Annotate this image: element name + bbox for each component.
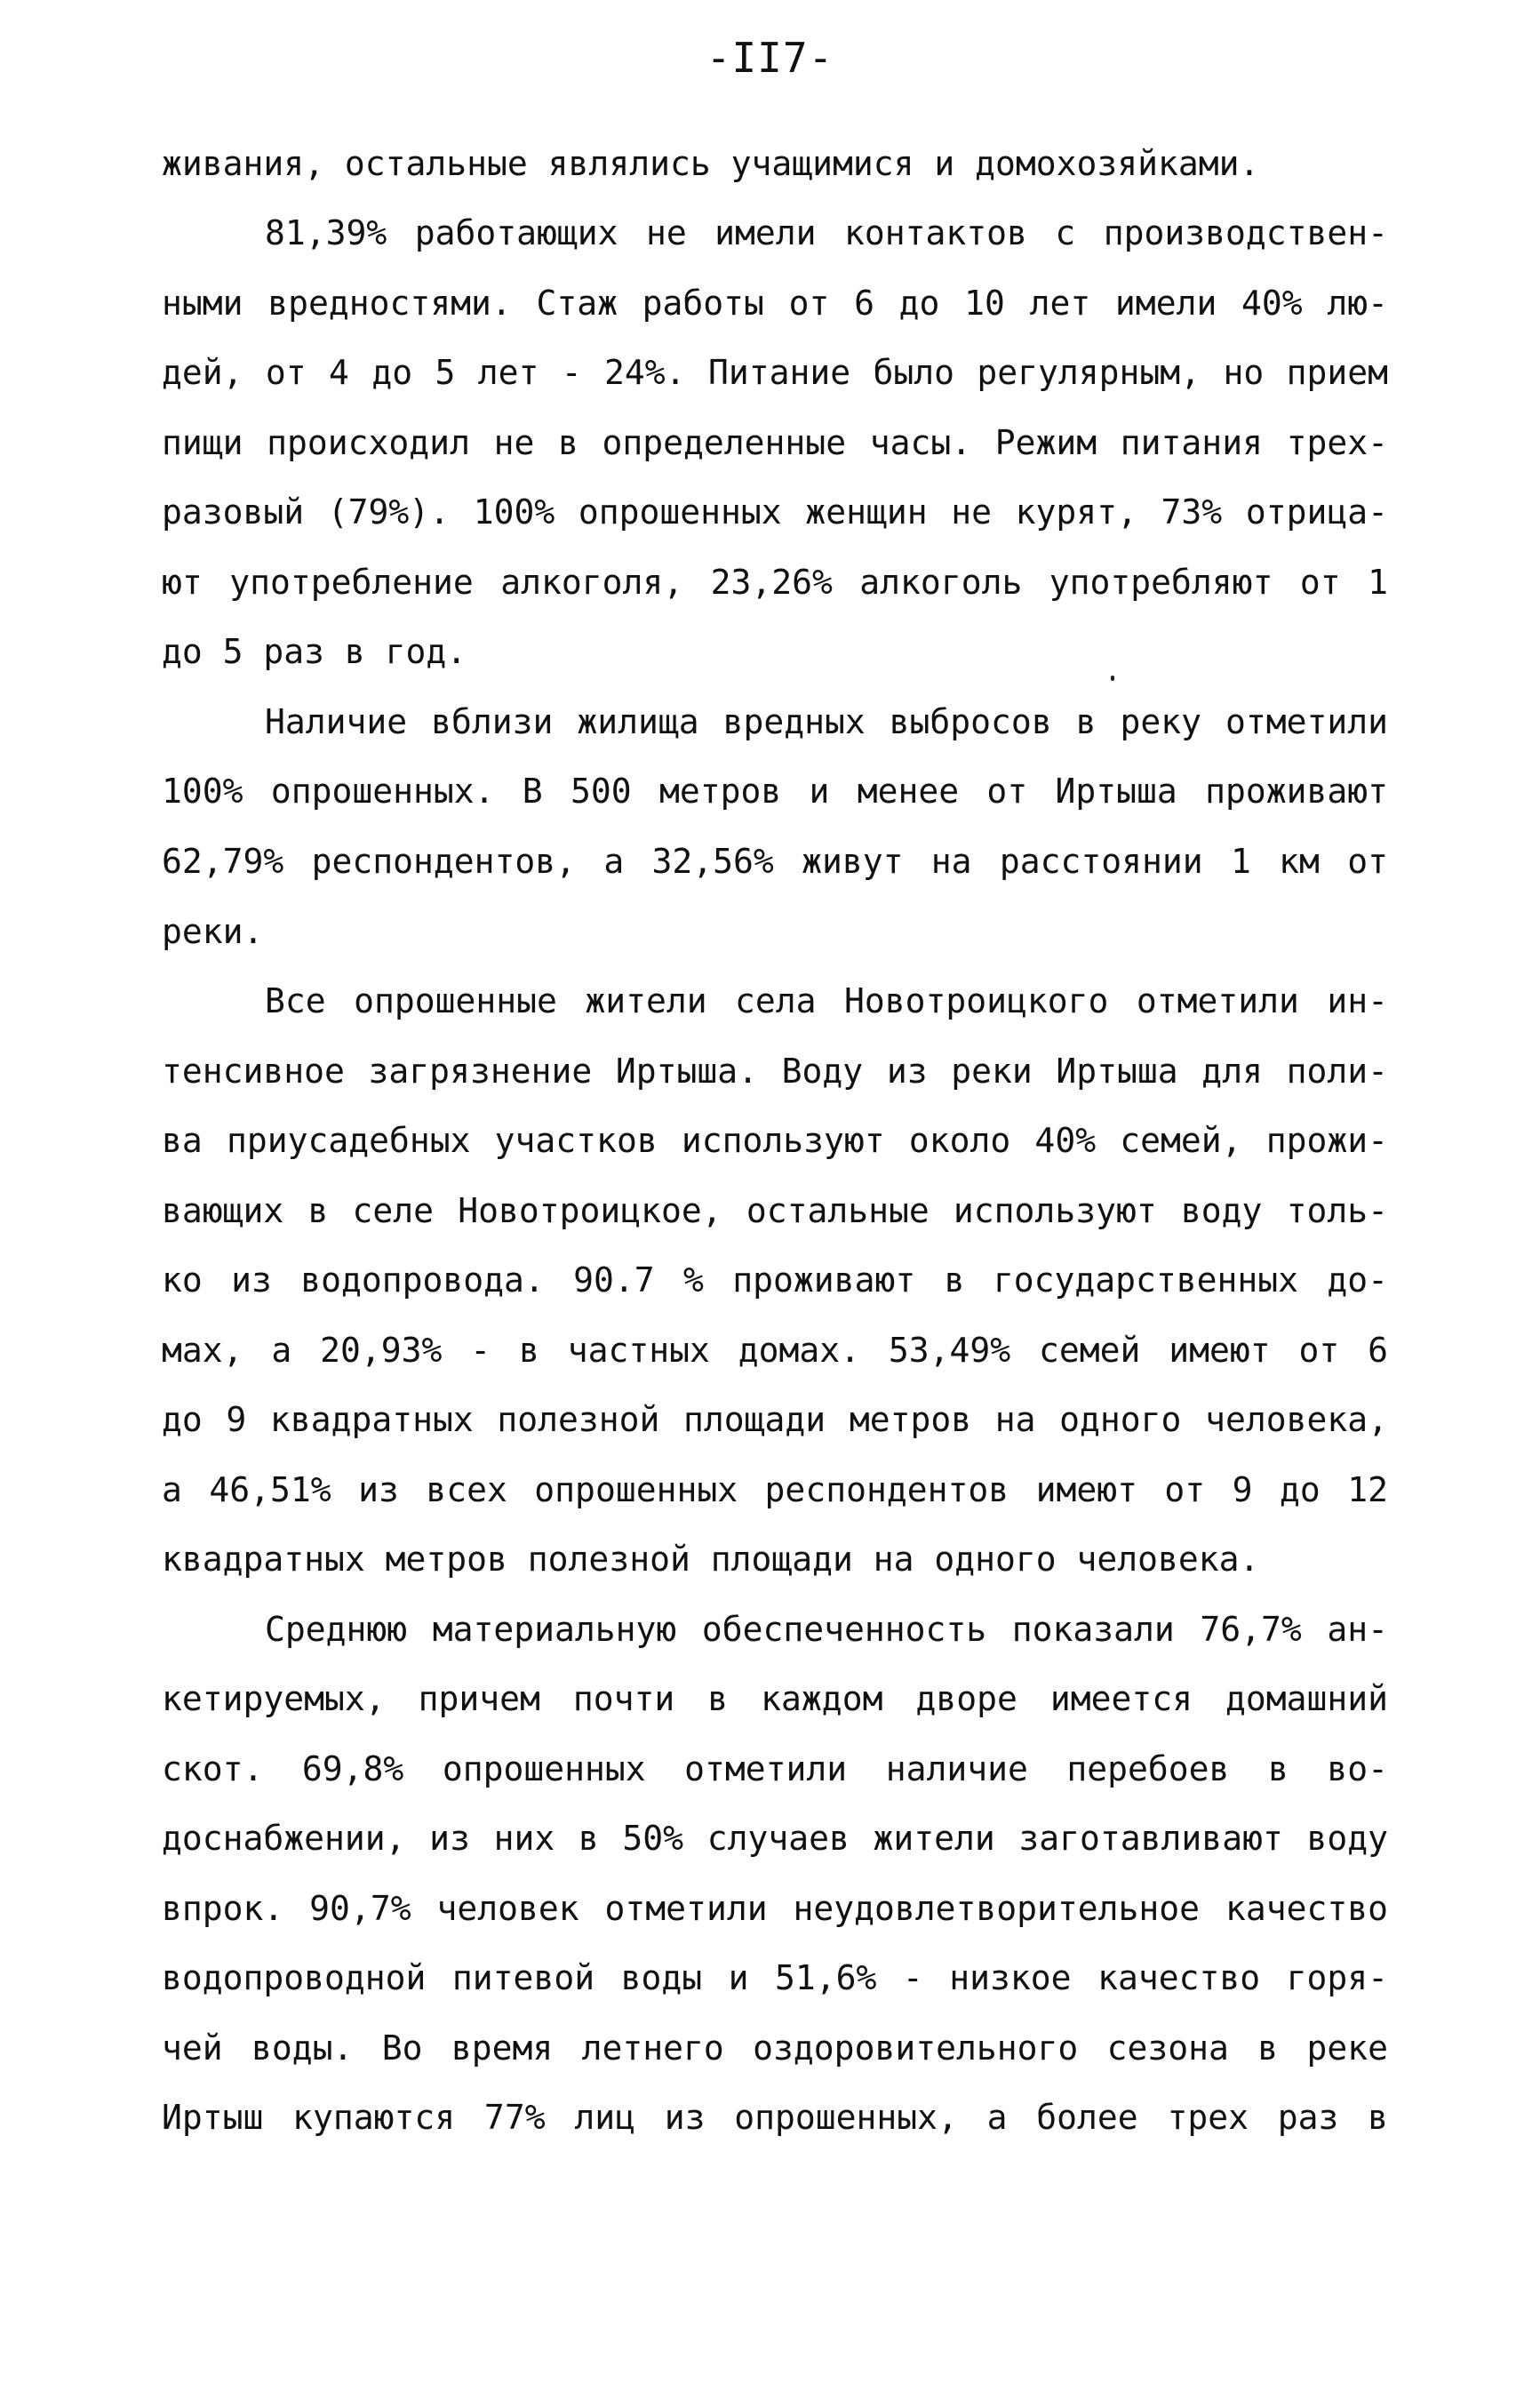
text-line: 62,79% респондентов, а 32,56% живут на расстоянии 1 км от <box>162 842 1388 881</box>
text-line: кетируемых, причем почти в каждом дворе имеется домашний <box>162 1679 1388 1718</box>
text-line: ют употребление алкоголя, 23,26% алкоголь употребляют от 1 <box>162 563 1388 602</box>
text-line: ными вредностями. Стаж работы от 6 до 10 лет имели 40% лю- <box>162 284 1388 323</box>
text-line: живания, остальные являлись учащимися и домохозяйками. <box>162 144 1260 183</box>
text-line: мах, а 20,93% - в частных домах. 53,49% семей имеют от 6 <box>162 1331 1388 1370</box>
text-line: реки. <box>162 912 264 951</box>
text-line: ва приусадебных участков используют около 40% семей, прожи- <box>162 1121 1388 1160</box>
page-number: -II7- <box>706 34 834 82</box>
text-line: квадратных метров полезной площади на одного человека. <box>162 1540 1260 1579</box>
text-line: вающих в селе Новотроицкое, остальные используют воду толь- <box>162 1191 1388 1230</box>
text-line: чей воды. Во время летнего оздоровительного сезона в реке <box>162 2028 1388 2068</box>
text-line: впрок. 90,7% человек отметили неудовлетворительное качество <box>162 1889 1388 1928</box>
text-line: разовый (79%). 100% опрошенных женщин не курят, 73% отрица- <box>162 492 1388 532</box>
text-line: Иртыш купаются 77% лиц из опрошенных, а более трех раз в <box>162 2098 1388 2137</box>
text-line: тенсивное загрязнение Иртыша. Воду из реки Иртыша для поли- <box>162 1052 1388 1091</box>
text-line: водопроводной питевой воды и 51,6% - низкое качество горя- <box>162 1958 1388 1997</box>
text-line: 81,39% работающих не имели контактов с производствен- <box>265 213 1388 252</box>
text-line: скот. 69,8% опрошенных отметили наличие перебоев в во- <box>162 1749 1388 1788</box>
text-line: ко из водопровода. 90.7 % проживают в государственных до- <box>162 1260 1388 1300</box>
text-line: Наличие вблизи жилища вредных выбросов в реку отметили <box>265 702 1388 741</box>
text-line: Все опрошенные жители села Новотроицкого отметили ин- <box>265 981 1388 1020</box>
text-line: до 9 квадратных полезной площади метров на одного человека, <box>162 1400 1388 1439</box>
text-line: а 46,51% из всех опрошенных респондентов имеют от 9 до 12 <box>162 1470 1388 1509</box>
text-line: пищи происходил не в определенные часы. Режим питания трех- <box>162 423 1388 462</box>
text-line: Среднюю материальную обеспеченность показали 76,7% ан- <box>265 1610 1388 1649</box>
text-line: дей, от 4 до 5 лет - 24%. Питание было регулярным, но прием <box>162 353 1388 392</box>
text-line: доснабжении, из них в 50% случаев жители заготавливают воду <box>162 1819 1388 1858</box>
text-line: 100% опрошенных. В 500 метров и менее от Иртыша проживают <box>162 772 1388 811</box>
text-line: до 5 раз в год. <box>162 632 467 671</box>
scan-speck <box>1111 676 1114 681</box>
